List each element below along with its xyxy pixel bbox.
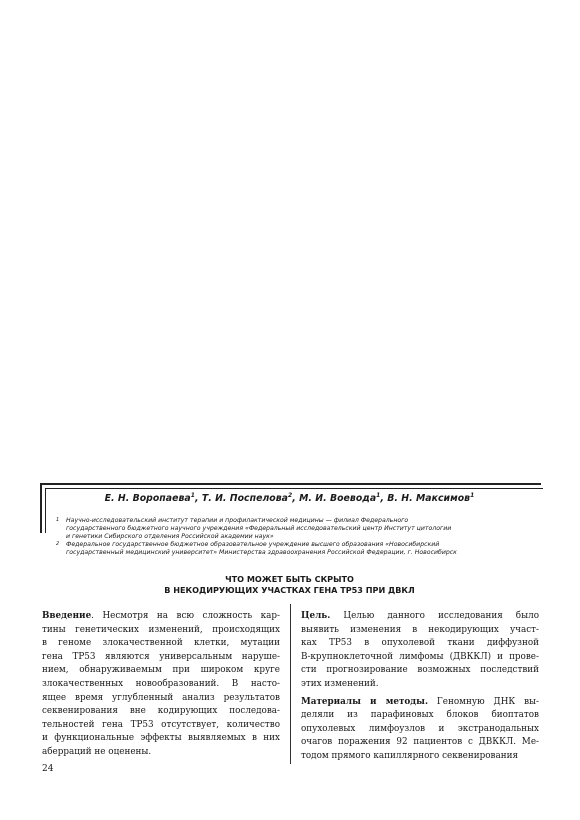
paragraph-lead: Введение bbox=[42, 611, 92, 621]
text-line: аберраций не оценены. bbox=[42, 746, 152, 757]
text-line: ящее время углубленный анализ результатов bbox=[42, 692, 280, 703]
affiliation-line: государственного бюджетного научного учреждения «Федеральный исследовательский центр Институт цитологии bbox=[66, 525, 452, 533]
page-number: 24 bbox=[42, 764, 54, 774]
author-name: Т. И. Поспелова bbox=[201, 493, 288, 505]
affiliations bbox=[56, 517, 540, 557]
paragraph-lead: Цель. bbox=[301, 611, 331, 621]
text-line: этих изменений. bbox=[301, 678, 379, 689]
author-name: Е. Н. Воропаева bbox=[104, 493, 191, 505]
text-line: ках TP53 в опухолевой ткани диффузной bbox=[301, 638, 539, 649]
text-line: нием, обнаруживаемым при широком круге bbox=[42, 665, 280, 676]
author-affiliation-mark: 1 bbox=[376, 492, 381, 499]
text-line: выявить изменения в некодирующих участ- bbox=[301, 624, 539, 635]
text-line: гена TP53 являются универсальным наруше- bbox=[42, 651, 280, 662]
text-line: в геноме злокачественной клетки, мутации bbox=[42, 638, 280, 649]
affiliation-line: Научно-исследовательский институт терапии и профилактической медицины — филиал Федерального bbox=[66, 517, 409, 524]
title-line-2: В НЕКОДИРУЮЩИХ УЧАСТКАХ ГЕНА TP53 ПРИ ДВКЛ bbox=[164, 584, 415, 595]
authors-line: Е. Н. Воропаева$^1$, Т. И. Поспелова$^2$, М. И. Воевода$^1$, В. Н. Максимов$^1$ bbox=[104, 492, 475, 505]
affiliation-line: государственный медицинский университет» Министерства здравоохранения Российской Федерации, г. Новосибирск bbox=[66, 549, 457, 557]
affiliation bbox=[56, 517, 540, 541]
aim-paragraph bbox=[301, 610, 539, 692]
text-line: опухолевых лимфоузлов и экстранодальных bbox=[301, 723, 539, 734]
methods-paragraph bbox=[301, 696, 539, 764]
introduction-paragraph bbox=[42, 610, 280, 760]
text-line: Цель. Целью данного исследования было bbox=[301, 611, 539, 621]
affiliation-line: Федеральное государственное бюджетное образовательное учреждение высшего образования «Новосибирский bbox=[66, 541, 440, 549]
text-line: деляли из парафиновых блоков биоптатов bbox=[301, 710, 539, 721]
text-line: тодом прямого капиллярного секвенирования bbox=[301, 750, 519, 761]
author-name: В. Н. Максимов bbox=[387, 493, 471, 505]
author-affiliation-mark: 1 bbox=[190, 492, 195, 499]
column-divider bbox=[290, 604, 291, 764]
author-affiliation-mark: 2 bbox=[288, 492, 293, 499]
author-name: М. И. Воевода bbox=[299, 493, 377, 505]
affiliation-line: и генетики Сибирского отделения Российской академии наук» bbox=[66, 533, 274, 541]
text-line: Материалы и методы. Геномную ДНК вы- bbox=[301, 696, 539, 707]
text-line: сти прогнозирование возможных последствий bbox=[301, 665, 539, 676]
text-line: очагов поражения 92 пациентов с ДВККЛ. Ме- bbox=[301, 737, 539, 748]
text-line: В-крупноклеточной лимфомы (ДВККЛ) и прове- bbox=[301, 651, 539, 662]
text-line: тельностей гена TP53 отсутствует, количество bbox=[42, 719, 280, 730]
text-line: секвенирования вне кодирующих последова- bbox=[42, 706, 280, 717]
affiliation-number: 2 bbox=[56, 541, 60, 548]
text-line: злокачественных новообразований. В насто- bbox=[42, 678, 280, 689]
right-column bbox=[301, 610, 539, 764]
title-line-1: ЧТО МОЖЕТ БЫТЬ СКРЫТО bbox=[225, 574, 354, 584]
affiliation bbox=[56, 541, 540, 557]
affiliation-number: 1 bbox=[56, 517, 60, 523]
text-line: тины генетических изменений, происходящих bbox=[42, 624, 280, 635]
author-affiliation-mark: 1 bbox=[470, 492, 475, 499]
article-title bbox=[40, 574, 539, 595]
text-line: Введение. Несмотря на всю сложность кар- bbox=[42, 611, 280, 621]
text-line: и функциональные эффекты выявляемых в них bbox=[42, 733, 280, 744]
left-column bbox=[42, 610, 280, 760]
paragraph-lead: Материалы и методы. bbox=[301, 696, 429, 707]
